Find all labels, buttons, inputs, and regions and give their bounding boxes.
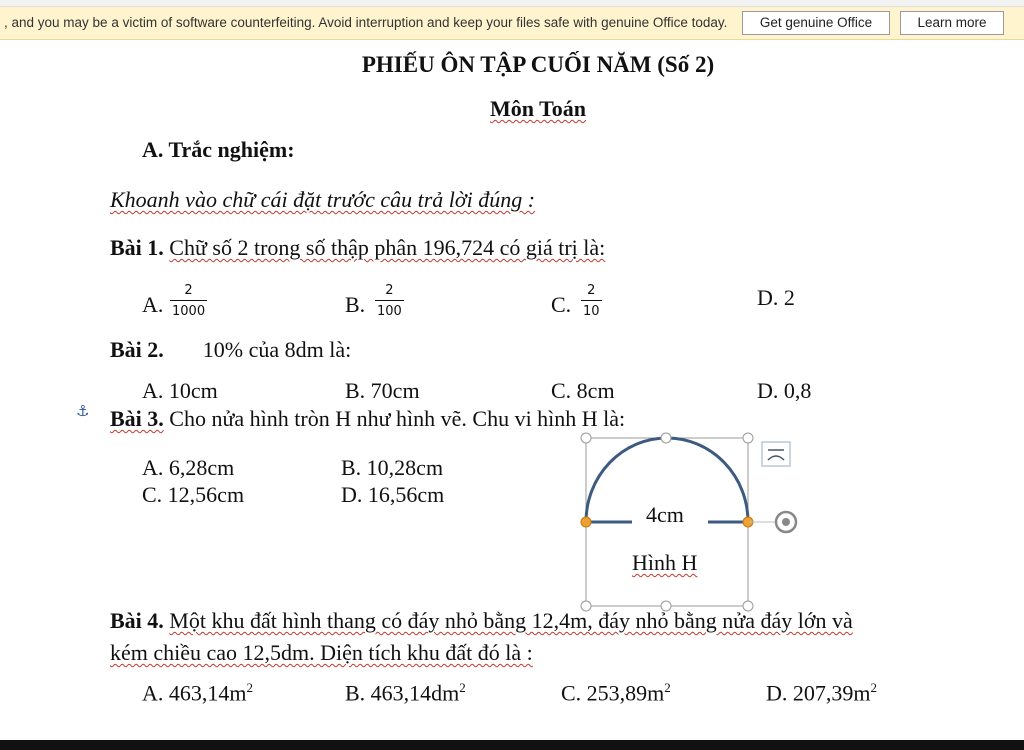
q3-option-a: A. 6,28cm	[142, 455, 235, 480]
q4-option-b: B. $463,14dm^2$	[345, 680, 466, 706]
notification-text: , and you may be a victim of software counterfeiting. Avoid interruption and keep your files safe with genuine Office today.	[4, 15, 728, 30]
learn-more-button[interactable]: Learn more	[900, 11, 1004, 35]
anchor-icon[interactable]: ⚓	[76, 402, 90, 420]
figure-drawing	[570, 430, 810, 620]
figure-dimension-label: 4cm	[646, 502, 684, 527]
q4-option-c: C. $253,89m^2$	[561, 680, 671, 706]
layout-options-icon	[762, 442, 790, 466]
document-title: PHIẾU ÔN TẬP CUỐI NĂM (Số 2)	[361, 52, 715, 77]
notification-bar	[0, 7, 1024, 40]
question-4-line-1: Một khu đất hình thang có đáy nhỏ bằng 12,4m, đáy nhỏ bằng nửa đáy lớn và	[169, 608, 853, 633]
q1-option-b-fraction: 2 100	[377, 283, 402, 319]
q2-option-c: C. 8cm	[551, 378, 615, 403]
subject-heading: Môn Toán	[490, 96, 586, 121]
resize-handle	[581, 433, 591, 443]
q3-option-c: C. 12,56cm	[142, 482, 245, 507]
rotate-handle-icon	[776, 512, 796, 532]
question-1-label: Bài 1.	[110, 235, 164, 260]
question-3	[110, 406, 625, 432]
instruction-text: Khoanh vào chữ cái đặt trước câu trả lời đúng :	[110, 187, 536, 212]
q2-option-a: A. 10cm	[142, 378, 218, 403]
question-1-text: Chữ số 2 trong số thập phân 196,724 có giá trị là:	[169, 235, 606, 260]
section-a-heading: A. Trắc nghiệm:	[142, 137, 295, 162]
q3-option-b: B. 10,28cm	[341, 455, 444, 480]
q1-option-b-letter: B.	[345, 292, 366, 317]
question-2-label: Bài 2.	[110, 337, 164, 362]
question-2-text: 10% của 8dm là:	[202, 337, 352, 362]
q4-option-a: A. $463,14m^2$	[142, 680, 253, 706]
q1-option-c-letter: C.	[551, 292, 572, 317]
resize-handle	[661, 433, 671, 443]
adjust-handle	[581, 517, 591, 527]
q2-option-d: D. 0,8	[757, 378, 812, 403]
q1-option-c-fraction: 2 10	[583, 283, 600, 319]
semicircle-figure[interactable]	[570, 430, 810, 620]
q1-option-d: D. 2	[757, 285, 795, 310]
question-3-text: Cho nửa hình tròn H như hình vẽ. Chu vi hình H là:	[169, 406, 626, 431]
question-4-line-2: kém chiều cao 12,5dm. Diện tích khu đất đó là :	[110, 640, 533, 665]
get-genuine-office-button[interactable]: Get genuine Office	[742, 11, 890, 35]
question-2	[110, 337, 351, 363]
question-4	[110, 608, 970, 634]
figure-caption: Hình H	[632, 550, 698, 575]
resize-handle	[743, 433, 753, 443]
q1-option-a-letter: A.	[142, 292, 164, 317]
q1-option-a-fraction: 2 1000	[172, 283, 206, 319]
q4-option-d: D. $207,39m^2$	[766, 680, 877, 706]
window-bottom-edge	[0, 740, 1024, 750]
q3-option-d: D. 16,56cm	[341, 482, 445, 507]
ribbon-strip	[0, 0, 1024, 7]
document-page[interactable]	[0, 40, 1024, 740]
q2-option-b: B. 70cm	[345, 378, 420, 403]
question-1	[110, 235, 605, 261]
question-4-label: Bài 4.	[110, 608, 164, 633]
question-3-label: Bài 3.	[110, 406, 164, 431]
